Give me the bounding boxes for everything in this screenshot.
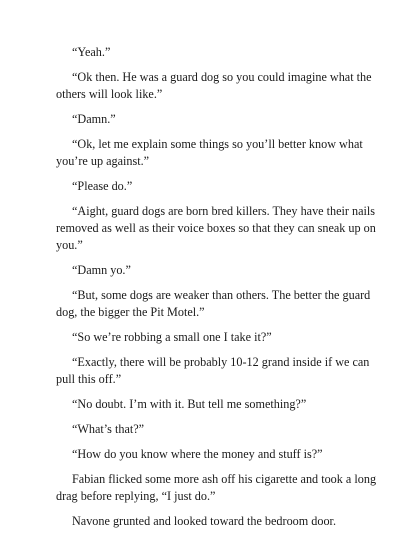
paragraph: “Exactly, there will be probably 10-12 grand inside if we can pull this off.” bbox=[56, 355, 370, 386]
paragraph: Fabian flicked some more ash off his cigarette and took a long drag before replying, “I just do.” bbox=[56, 472, 377, 503]
paragraph: “But, some dogs are weaker than others. The better the guard dog, the bigger the Pit Motel.” bbox=[56, 288, 371, 319]
paragraph: “What’s that?” bbox=[72, 422, 145, 436]
paragraph: Navone grunted and looked toward the bedroom door. bbox=[72, 514, 336, 528]
paragraph: “Damn yo.” bbox=[72, 263, 131, 277]
paragraph: “Please do.” bbox=[72, 179, 133, 193]
paragraph: “Damn.” bbox=[72, 112, 116, 126]
body-text bbox=[56, 44, 382, 530]
paragraph: “Ok then. He was a guard dog so you could imagine what the others will look like.” bbox=[56, 70, 372, 101]
paragraph: “No doubt. I’m with it. But tell me something?” bbox=[72, 397, 307, 411]
paragraph: “Aight, guard dogs are born bred killers. They have their nails removed as well as their voice boxes so that they can sneak up on you.” bbox=[56, 204, 376, 252]
paragraph: “So we’re robbing a small one I take it?” bbox=[72, 330, 272, 344]
paragraph: “Yeah.” bbox=[72, 45, 111, 59]
paragraph: “How do you know where the money and stuff is?” bbox=[72, 447, 323, 461]
paragraph: “Ok, let me explain some things so you’ll better know what you’re up against.” bbox=[56, 137, 363, 168]
